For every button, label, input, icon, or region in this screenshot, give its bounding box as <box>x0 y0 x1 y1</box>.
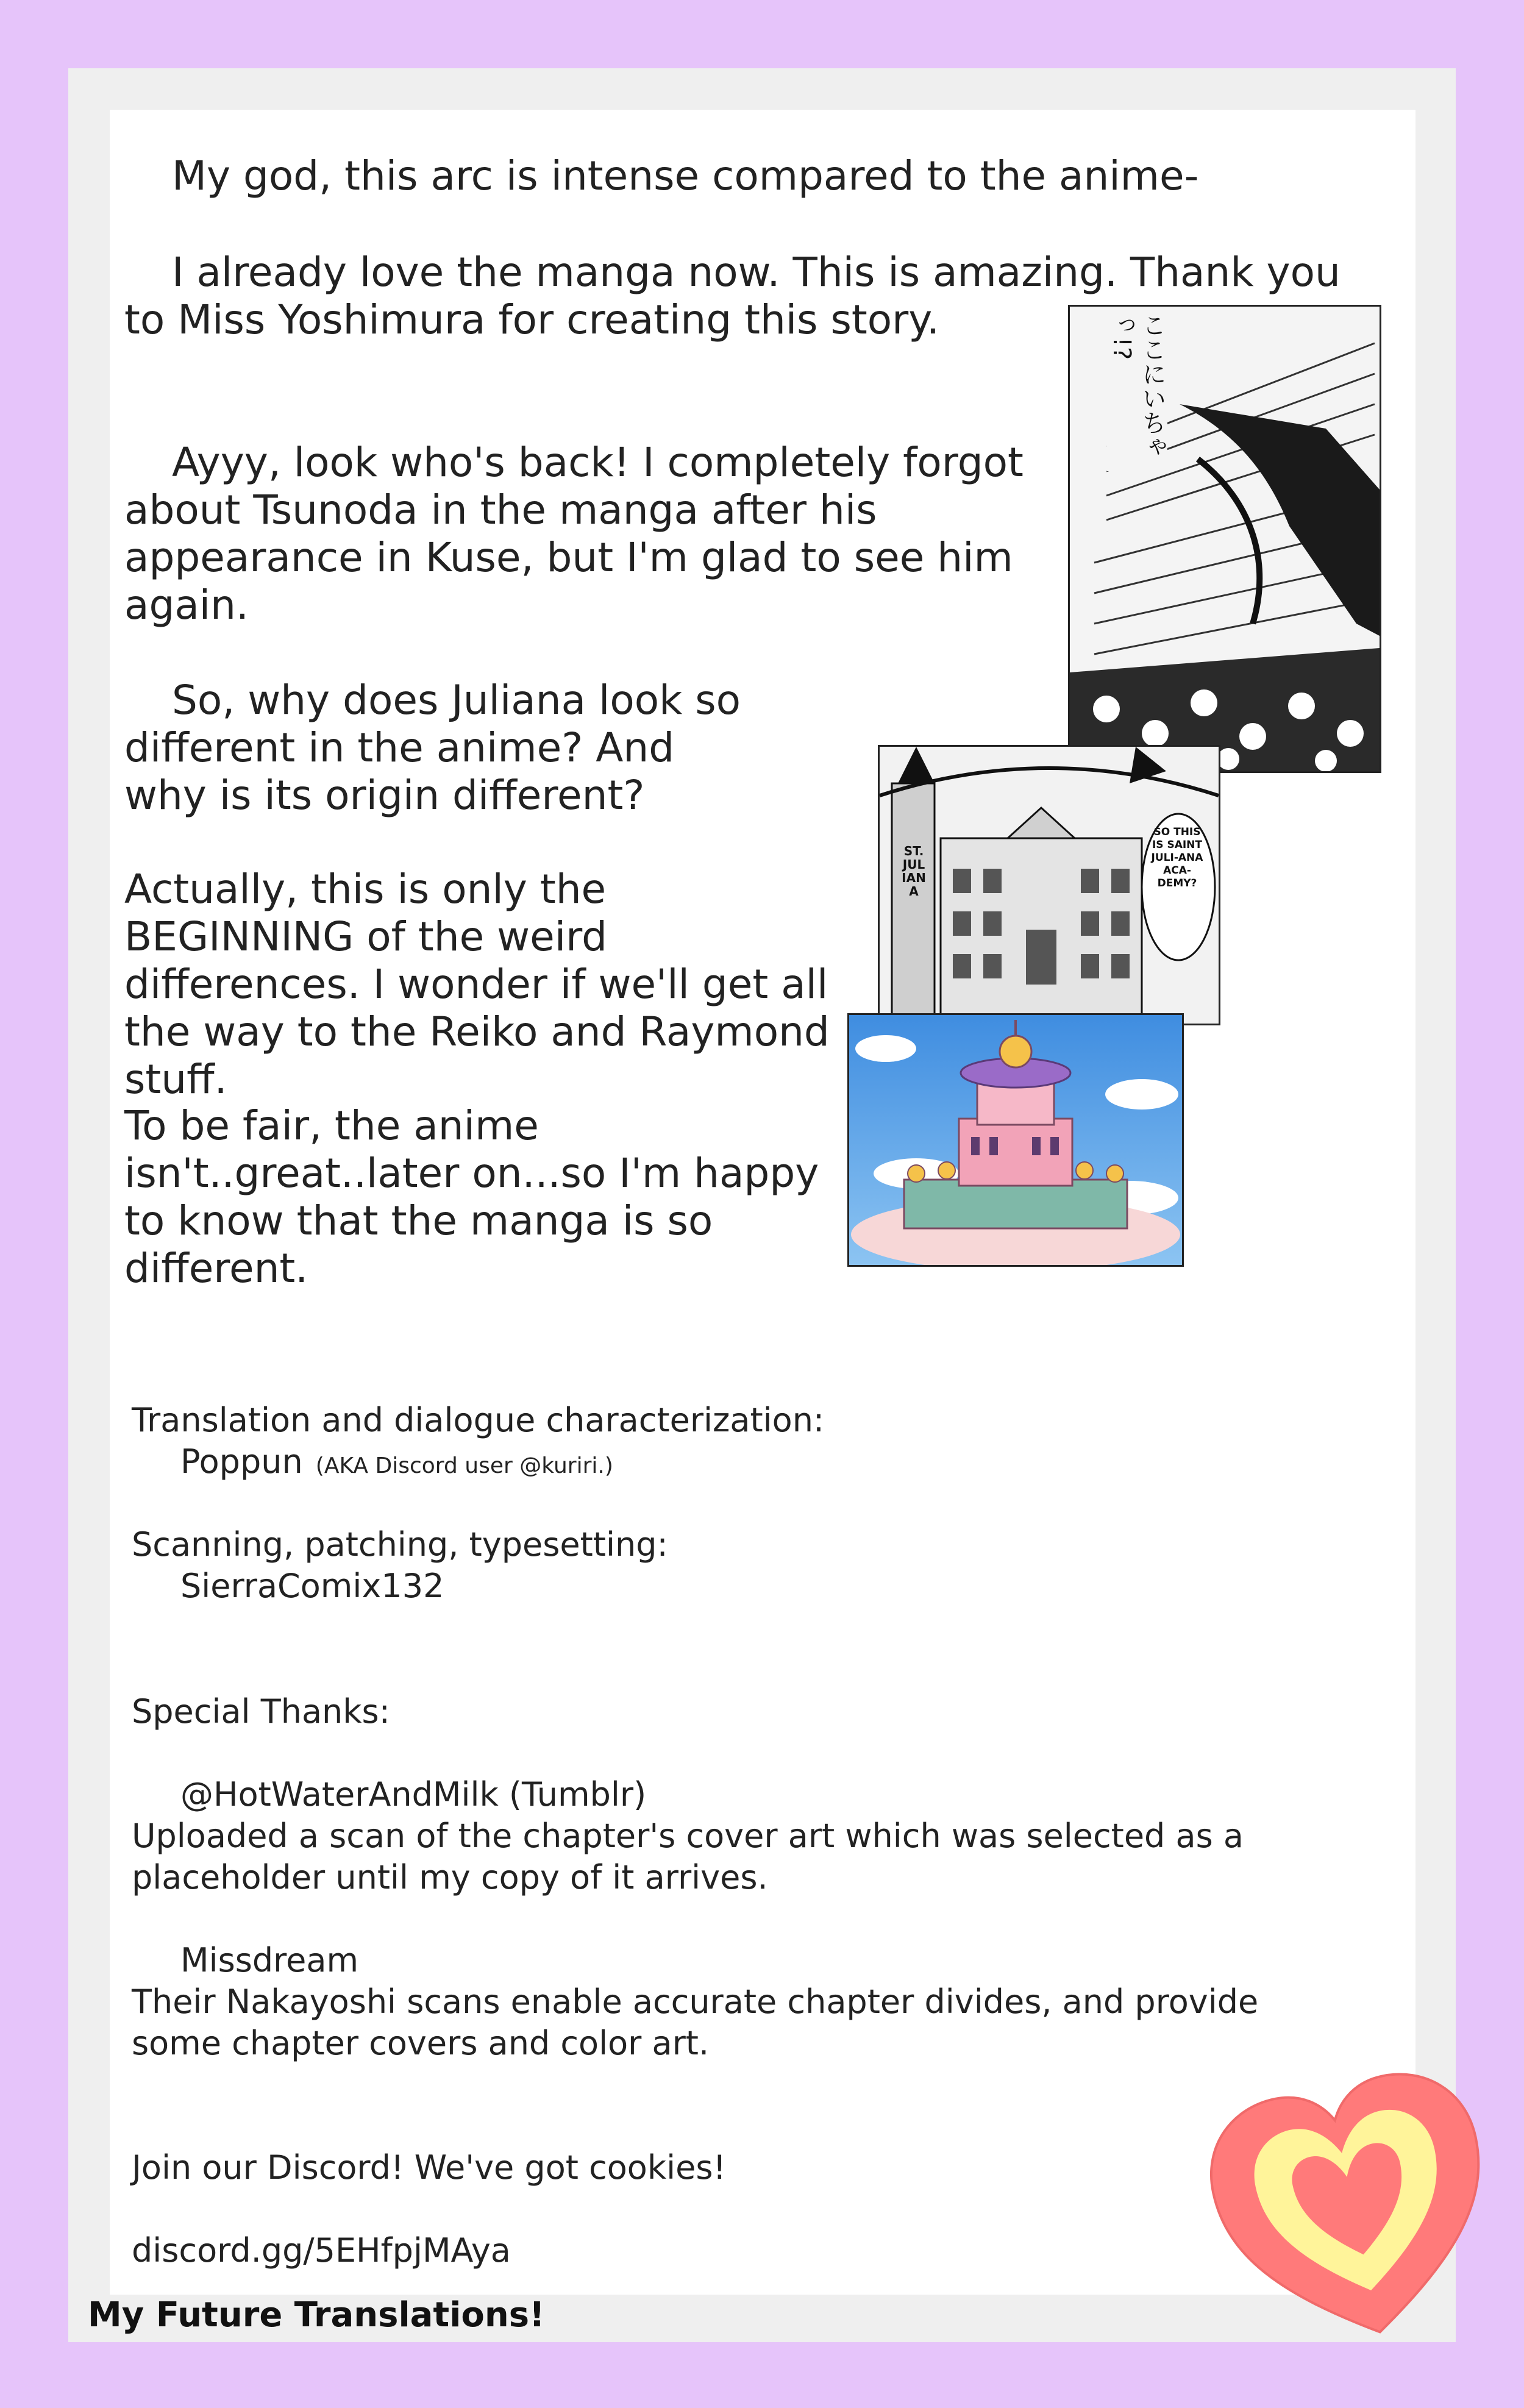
scanner-name: SierraComix132 <box>180 1567 444 1605</box>
commentary-p2: I already love the manga now. This is amazing. Thank you to Miss Yoshimura for creating this story. <box>124 249 1341 343</box>
manga-panel-academy <box>878 745 1220 1025</box>
manga-panel-academy-sign: ST. JULIANA <box>902 844 926 899</box>
commentary-p6: To be fair, the anime isn't..great..later on...so I'm happy to know that the manga is so different. <box>124 1102 819 1292</box>
thanks-1-name: @HotWaterAndMilk (Tumblr) <box>180 1775 647 1814</box>
discord-link[interactable]: discord.gg/5EHfpjMAya <box>132 2231 511 2270</box>
heart-icon <box>1195 2048 1512 2365</box>
future-translations-label[interactable]: My Future Translations! <box>88 2295 545 2335</box>
thanks-2-desc: Their Nakayoshi scans enable accurate chapter divides, and provide some chapter covers and color art. <box>132 1982 1259 2062</box>
thanks-2-name: Missdream <box>180 1941 359 1979</box>
discord-invite: Join our Discord! We've got cookies! <box>132 2148 727 2187</box>
scanning-heading: Scanning, patching, typesetting: <box>132 1525 668 1564</box>
translator-name: Poppun <box>180 1442 303 1481</box>
thanks-1-desc: Uploaded a scan of the chapter's cover art which was selected as a placeholder until my copy of it arrives. <box>132 1817 1244 1897</box>
commentary-p1: My god, this arc is intense compared to the anime- <box>172 152 1199 199</box>
translation-heading: Translation and dialogue characterization: <box>132 1401 825 1439</box>
commentary-p4: So, why does Juliana look so different in the anime? And why is its origin different? <box>124 677 741 819</box>
anime-academy-screenshot <box>847 1013 1184 1267</box>
manga-panel-tsunoda <box>1068 305 1381 773</box>
translator-note: (AKA Discord user @kuriri.) <box>315 1453 613 1478</box>
manga-panel-academy-speech: SO THIS IS SAINT JULI-ANA ACA-DEMY? <box>1151 826 1203 889</box>
manga-panel-tsunoda-text: ここにいちゃっ!? <box>1106 313 1167 471</box>
translator-line <box>180 1441 613 1483</box>
anime-academy-art <box>849 1015 1182 1265</box>
thanks-heading: Special Thanks: <box>132 1692 390 1731</box>
commentary-p3: Ayyy, look who's back! I completely forgot about Tsunoda in the manga after his appearance in Kuse, but I'm glad to see him again. <box>124 439 1024 629</box>
commentary-p5: Actually, this is only the BEGINNING of the weird differences. I wonder if we'll get all the way to the Reiko and Raymond stuff. <box>124 866 830 1103</box>
